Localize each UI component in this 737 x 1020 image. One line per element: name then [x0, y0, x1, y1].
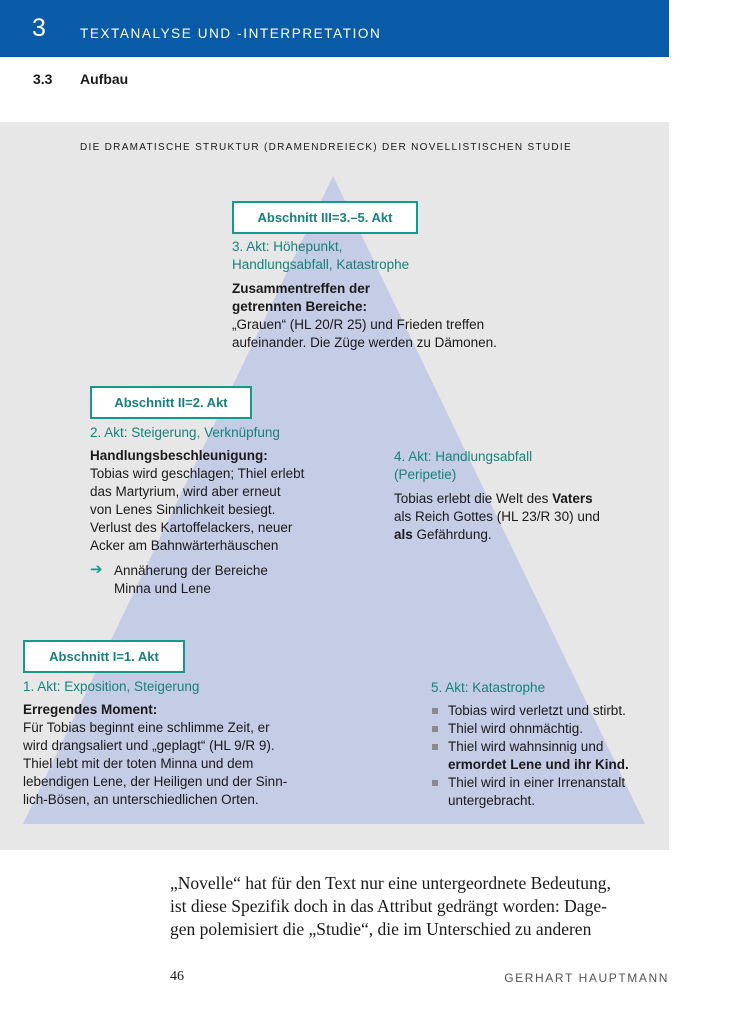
chapter-title: TEXTANALYSE UND -INTERPRETATION [80, 26, 382, 41]
act-3-heading: 3. Akt: Höhepunkt, Handlungsabfall, Katastrophe [232, 239, 410, 272]
running-footer-author: GERHART HAUPTMANN [504, 971, 669, 985]
diagram-title: DIE DRAMATISCHE STRUKTUR (DRAMENDREIECK) DER NOVELLISTISCHEN STUDIE [80, 142, 572, 153]
body-text: „Novelle“ hat für den Text nur eine untergeordnete Bedeutung, ist diese Spezifik doch in das Attribut gedrängt worden: Dage- gen polemisiert die „Studie“, die im Unterschied zu anderen [170, 873, 611, 939]
act-2-text: Handlungsbeschleunigung: Tobias wird geschlagen; Thiel erlebt das Martyrium, wird aber erneut von Lenes Sinnlichkeit besiegt. Verlust des Kartoffelackers, neuer Acker am Bahnwärterhäuschen [90, 448, 305, 553]
act-4-text: Tobias erlebt die Welt des Vaters als Reich Gottes (HL 23/R 30) und als Gefährdung. [394, 491, 600, 542]
list-item: Tobias wird verletzt und stirbt. [431, 702, 629, 720]
chapter-number: 3 [32, 14, 46, 42]
act-4-heading: 4. Akt: Handlungsabfall (Peripetie) [394, 449, 533, 482]
arrow-right-icon: ➔ [90, 560, 103, 578]
act-2-arrow-text: Annäherung der Bereiche Minna und Lene [114, 563, 268, 596]
section-3-box: Abschnitt III=3.–5. Akt [232, 201, 418, 234]
act-3-text: Zusammentreffen der getrennten Bereiche: „Grauen“ (HL 20/R 25) und Frieden treffen aufeinander. Die Züge werden zu Dämonen. [232, 281, 497, 350]
act-5-list [431, 702, 629, 810]
section-1-box: Abschnitt I=1. Akt [23, 640, 185, 673]
section-2-box: Abschnitt II=2. Akt [90, 386, 252, 419]
section-number: 3.3 [33, 71, 53, 87]
list-item: Thiel wird ohnmächtig. [431, 720, 629, 738]
act-2-heading: 2. Akt: Steigerung, Verknüpfung [90, 425, 280, 440]
act-1-heading: 1. Akt: Exposition, Steigerung [23, 679, 200, 694]
list-item: Thiel wird wahnsinnig und ermordet Lene und ihr Kind. [431, 738, 629, 774]
act-1-text: Erregendes Moment: Für Tobias beginnt eine schlimme Zeit, er wird drangsaliert und „geplagt“ (HL 9/R 9). Thiel lebt mit der toten Minna und dem lebendigen Lene, der Heiligen und der Sinn- lich-Bösen, an unterschiedlichen Orten. [23, 702, 288, 807]
section-title: Aufbau [80, 71, 129, 87]
list-item: Thiel wird in einer Irrenanstalt untergebracht. [431, 774, 629, 810]
act-5-heading: 5. Akt: Katastrophe [431, 680, 546, 695]
page-number: 46 [170, 969, 184, 984]
